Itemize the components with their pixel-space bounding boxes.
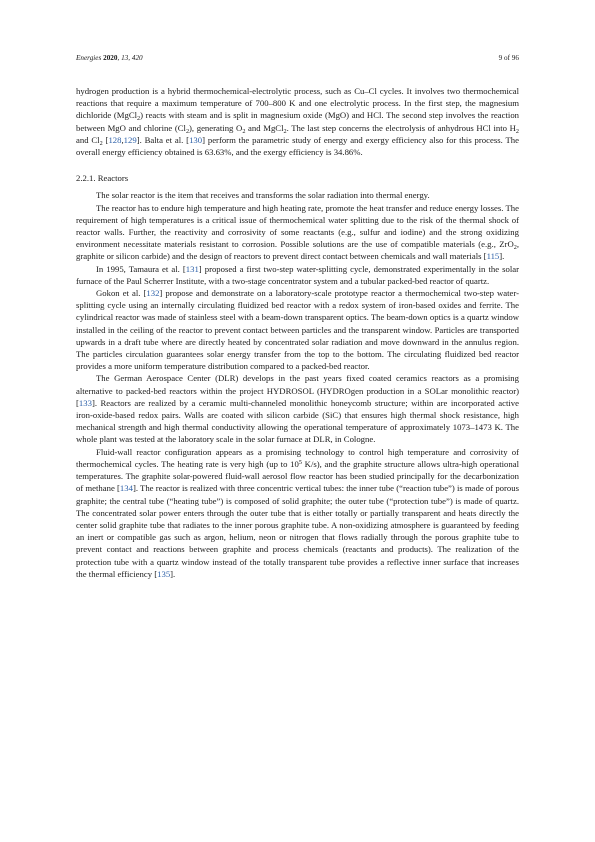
section-title: Reactors — [97, 173, 129, 184]
paragraph-solar-reactor-intro: The solar reactor is the item that receives and transforms the solar radiation into thermal energy. — [96, 190, 430, 201]
paragraph-gokon: Gokon et al. [132] propose and demonstrate on a laboratory-scale prototype reactor a thermochemical two-step water-splitting cycle using an internally circulating fluidized bed reactor with a redox system of iron-based oxides and ferrite. The cylindrical reactor was made of stainless steel with a beam-down transparent optics. The beam-down optics is a quartz window installed in the ceiling of the reactor to prevent contact between particles and the transparent window. Particles are transported upwards in a draft tube where are directly heated by concentrated solar radiation and move downward in the annulus region. The particles circulation guarantees solar energy transfer from the top to the bottom. The circulating fluidized bed reactor provides a more uniform temperature distribution compared to a packed-bed reactor. — [76, 288, 519, 372]
citation-link-135[interactable]: 135 — [157, 568, 171, 579]
citation-link-129[interactable]: 129 — [123, 134, 137, 145]
journal-name: Energies — [76, 54, 102, 62]
journal-year: 2020 — [103, 54, 118, 62]
citation-link-134[interactable]: 134 — [119, 483, 133, 494]
article-body — [76, 85, 519, 580]
page-header — [76, 54, 519, 66]
paragraph-fluid-wall-reactor: Fluid-wall reactor configuration appears as a promising technology to control high temperature and corrosivity of thermochemical cycles. The heating rate is very high (up to $10^5$ K/s), and the graphite structure allows ultra-high operational temperatures. The graphite solar-powered fluid-wall aerosol flow reactor has been studied principally for the decarbonization of methane [134]. The reactor is realized with three concentric vertical tubes: the inner tube (“reaction tube”) is made of porous graphite; the central tube (“heating tube”) is composed of solid graphite; the outer tube (“protection tube”) is made of quartz. The concentrated solar power enters through the outer tube that is either totally or partially transparent and heats directly the center solid graphite tube that radiates to the inner porous graphite tube. A non-oxidizing atmosphere is guaranteed by feeding an inert or compatible gas such as argon, helium, neon or nitrogen that flows radially through the porous graphite tube to prevent contact and reactions between graphite and process chemicals (reactants and products). The realization of the protection tube with a quartz window instead of the totally transparent tube provides a reflective inner surface that increases the thermal efficiency [135]. — [76, 446, 519, 579]
citation-link-132[interactable]: 132 — [146, 288, 160, 299]
paragraph-tamaura: In 1995, Tamaura et al. [131] proposed a first two-step water-splitting cycle, demonstrated experimentally in the solar furnace of the Paul Scherrer Institute, with a two-stage concentrator system and a tubular packed-bed reactor of quartz. — [76, 263, 519, 286]
paragraph-reactor-requirements: The reactor has to endure high temperature and high heating rate, promote the heat transfer and reduce energy losses. The requirement of high temperatures is a critical issue of thermochemical water splitting due to the risk of the thermal shock of reactor walls. Further, the reactivity and corrosivity of some reactants (e.g., sulfur and iodine) and the strong oxidizing environment necessitate materials resistant to corrosion. Possible solutions are the use of compatible materials (e.g., ZrO$_2$, graphite or silicon carbide) and the design of reactors to prevent direct contact between chemicals and wall materials [115]. — [76, 202, 519, 262]
section-heading — [76, 172, 519, 184]
citation-link-133[interactable]: 133 — [78, 397, 92, 408]
paragraph-dlr-hydrosol: The German Aerospace Center (DLR) develops in the past years fixed coated ceramics reactors as a promising alternative to packed-bed reactors within the project HYDROSOL (HYDROgen production in a SOLar monolithic reactor) [133]. Reactors are realized by a ceramic multi-channeled monolithic honeycomb structure; within are incorporated active iron-oxide-based redox pairs. Walls are coated with silicon carbide (SiC) that ensures high thermal shock resistance, high mechanical strength and high thermal conductivity allowing the operational temperature of approximately 1073–1473 K. The whole plant was tested at the laboratory scale in the solar furnace at DLR, in Cologne. — [76, 373, 519, 445]
page-number: 9 of 96 — [498, 54, 519, 62]
paragraph-hybrid-cycle: hydrogen production is a hybrid thermochemical-electrolytic process, such as Cu–Cl cycles. It involves two thermochemical reactions that require a maximum temperature of 700–800 K and one electrolytic process. In the first step, the magnesium dichloride (MgCl$_2$) reacts with steam and is split in magnesium oxide (MgO) and HCl. The second step involves the reaction between MgO and chlorine $(Cl_2)$, generating $O_2$ and MgCl$_2$. The last step concerns the electrolysis of anhydrous HCl into $H_2$ and $Cl_2$ [128,129]. Balta et al. [130] perform the parametric study of energy and exergy efficiency also for this process. The overall energy efficiency obtained is 63.63%, and the exergy efficiency is 34.86%. — [76, 86, 520, 158]
citation-link-128[interactable]: 128 — [108, 134, 122, 145]
citation-link-115[interactable]: 115 — [486, 251, 500, 262]
citation-link-130[interactable]: 130 — [189, 134, 203, 145]
section-number: 2.2.1. — [76, 173, 96, 184]
journal-volume-article: , 13, 420 — [117, 54, 143, 62]
citation-link-131[interactable]: 131 — [185, 263, 199, 274]
journal-citation — [76, 54, 143, 62]
